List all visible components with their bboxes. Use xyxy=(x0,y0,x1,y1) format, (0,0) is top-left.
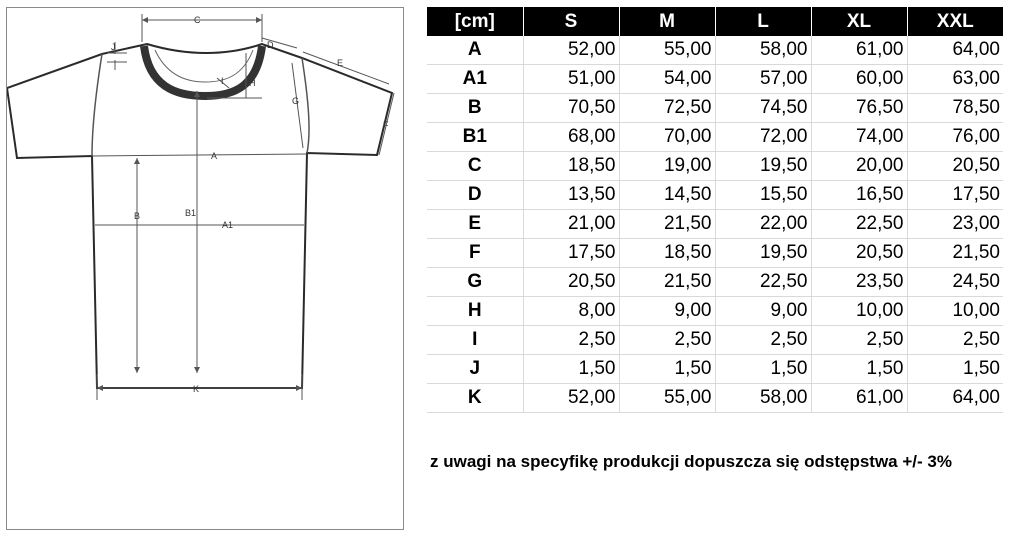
cell-value: 68,00 xyxy=(523,123,619,152)
table-row xyxy=(427,239,1003,268)
table-header-row xyxy=(427,7,1003,36)
cell-value: 78,50 xyxy=(907,94,1003,123)
cell-value: 21,00 xyxy=(523,210,619,239)
cell-value: 1,50 xyxy=(811,355,907,384)
label-a1: A1 xyxy=(222,220,234,230)
cell-value: 8,00 xyxy=(523,297,619,326)
cell-value: 70,00 xyxy=(619,123,715,152)
cell-value: 55,00 xyxy=(619,36,715,65)
cell-value: 23,00 xyxy=(907,210,1003,239)
cell-value: 20,50 xyxy=(907,152,1003,181)
cell-value: 16,50 xyxy=(811,181,907,210)
cell-value: 10,00 xyxy=(811,297,907,326)
table-row xyxy=(427,268,1003,297)
size-table xyxy=(427,7,1003,413)
cell-value: 51,00 xyxy=(523,65,619,94)
cell-value: 18,50 xyxy=(523,152,619,181)
row-key: G xyxy=(427,268,523,297)
cell-value: 64,00 xyxy=(907,36,1003,65)
cell-value: 10,00 xyxy=(907,297,1003,326)
cell-value: 1,50 xyxy=(715,355,811,384)
header-size-xxl: XXL xyxy=(907,7,1003,36)
table-row xyxy=(427,210,1003,239)
row-key: K xyxy=(427,384,523,413)
cell-value: 22,50 xyxy=(715,268,811,297)
cell-value: 20,50 xyxy=(523,268,619,297)
label-d: D xyxy=(267,40,274,50)
header-size-xl: XL xyxy=(811,7,907,36)
cell-value: 17,50 xyxy=(907,181,1003,210)
cell-value: 9,00 xyxy=(619,297,715,326)
row-key: F xyxy=(427,239,523,268)
cell-value: 22,50 xyxy=(811,210,907,239)
cell-value: 2,50 xyxy=(811,326,907,355)
cell-value: 2,50 xyxy=(907,326,1003,355)
tshirt-drawing xyxy=(7,8,405,531)
cell-value: 61,00 xyxy=(811,384,907,413)
cell-value: 19,50 xyxy=(715,239,811,268)
table-row xyxy=(427,65,1003,94)
label-a: A xyxy=(211,151,218,161)
cell-value: 9,00 xyxy=(715,297,811,326)
label-g: G xyxy=(292,96,300,106)
cell-value: 20,50 xyxy=(811,239,907,268)
header-size-s: S xyxy=(523,7,619,36)
cell-value: 2,50 xyxy=(523,326,619,355)
cell-value: 58,00 xyxy=(715,384,811,413)
cell-value: 13,50 xyxy=(523,181,619,210)
row-key: I xyxy=(427,326,523,355)
row-key: B1 xyxy=(427,123,523,152)
label-b1: B1 xyxy=(185,208,197,218)
cell-value: 76,50 xyxy=(811,94,907,123)
tshirt-diagram xyxy=(6,7,404,530)
row-key: H xyxy=(427,297,523,326)
label-j: J xyxy=(111,42,116,52)
cell-value: 64,00 xyxy=(907,384,1003,413)
cell-value: 1,50 xyxy=(907,355,1003,384)
cell-value: 14,50 xyxy=(619,181,715,210)
left-sleeve-seam xyxy=(92,54,102,156)
table-row xyxy=(427,297,1003,326)
cell-value: 17,50 xyxy=(523,239,619,268)
row-key: A1 xyxy=(427,65,523,94)
cell-value: 2,50 xyxy=(619,326,715,355)
row-key: D xyxy=(427,181,523,210)
row-key: C xyxy=(427,152,523,181)
cell-value: 72,00 xyxy=(715,123,811,152)
right-sleeve-seam xyxy=(302,58,309,153)
cell-value: 72,50 xyxy=(619,94,715,123)
cell-value: 70,50 xyxy=(523,94,619,123)
cell-value: 76,00 xyxy=(907,123,1003,152)
cell-value: 22,00 xyxy=(715,210,811,239)
table-row xyxy=(427,355,1003,384)
table-row xyxy=(427,384,1003,413)
table-row xyxy=(427,94,1003,123)
collar-inner xyxy=(155,50,253,82)
row-key: E xyxy=(427,210,523,239)
header-size-m: M xyxy=(619,7,715,36)
cell-value: 60,00 xyxy=(811,65,907,94)
table-row xyxy=(427,123,1003,152)
cell-value: 21,50 xyxy=(907,239,1003,268)
cell-value: 74,00 xyxy=(811,123,907,152)
cell-value: 55,00 xyxy=(619,384,715,413)
cell-value: 18,50 xyxy=(619,239,715,268)
cell-value: 19,50 xyxy=(715,152,811,181)
row-key: B xyxy=(427,94,523,123)
cell-value: 2,50 xyxy=(715,326,811,355)
label-f: F xyxy=(383,120,389,130)
cell-value: 52,00 xyxy=(523,384,619,413)
cell-value: 57,00 xyxy=(715,65,811,94)
cell-value: 1,50 xyxy=(523,355,619,384)
header-unit: [cm] xyxy=(427,7,523,36)
cell-value: 24,50 xyxy=(907,268,1003,297)
table-row xyxy=(427,326,1003,355)
cell-value: 20,00 xyxy=(811,152,907,181)
row-key: J xyxy=(427,355,523,384)
cell-value: 15,50 xyxy=(715,181,811,210)
cell-value: 74,50 xyxy=(715,94,811,123)
cell-value: 54,00 xyxy=(619,65,715,94)
cell-value: 19,00 xyxy=(619,152,715,181)
cell-value: 58,00 xyxy=(715,36,811,65)
cell-value: 23,50 xyxy=(811,268,907,297)
cell-value: 63,00 xyxy=(907,65,1003,94)
table-row xyxy=(427,36,1003,65)
label-e: E xyxy=(337,58,344,68)
cell-value: 52,00 xyxy=(523,36,619,65)
table-row xyxy=(427,152,1003,181)
label-c: C xyxy=(194,15,201,25)
cell-value: 61,00 xyxy=(811,36,907,65)
header-size-l: L xyxy=(715,7,811,36)
row-key: A xyxy=(427,36,523,65)
table-row xyxy=(427,181,1003,210)
label-b: B xyxy=(134,211,141,221)
label-k: K xyxy=(193,384,200,394)
label-h: H xyxy=(249,78,256,88)
cell-value: 1,50 xyxy=(619,355,715,384)
cell-value: 21,50 xyxy=(619,268,715,297)
label-i: I xyxy=(221,76,224,86)
tolerance-note: z uwagi na specyfikę produkcji dopuszcza się odstępstwa +/- 3% xyxy=(430,452,952,471)
cell-value: 21,50 xyxy=(619,210,715,239)
